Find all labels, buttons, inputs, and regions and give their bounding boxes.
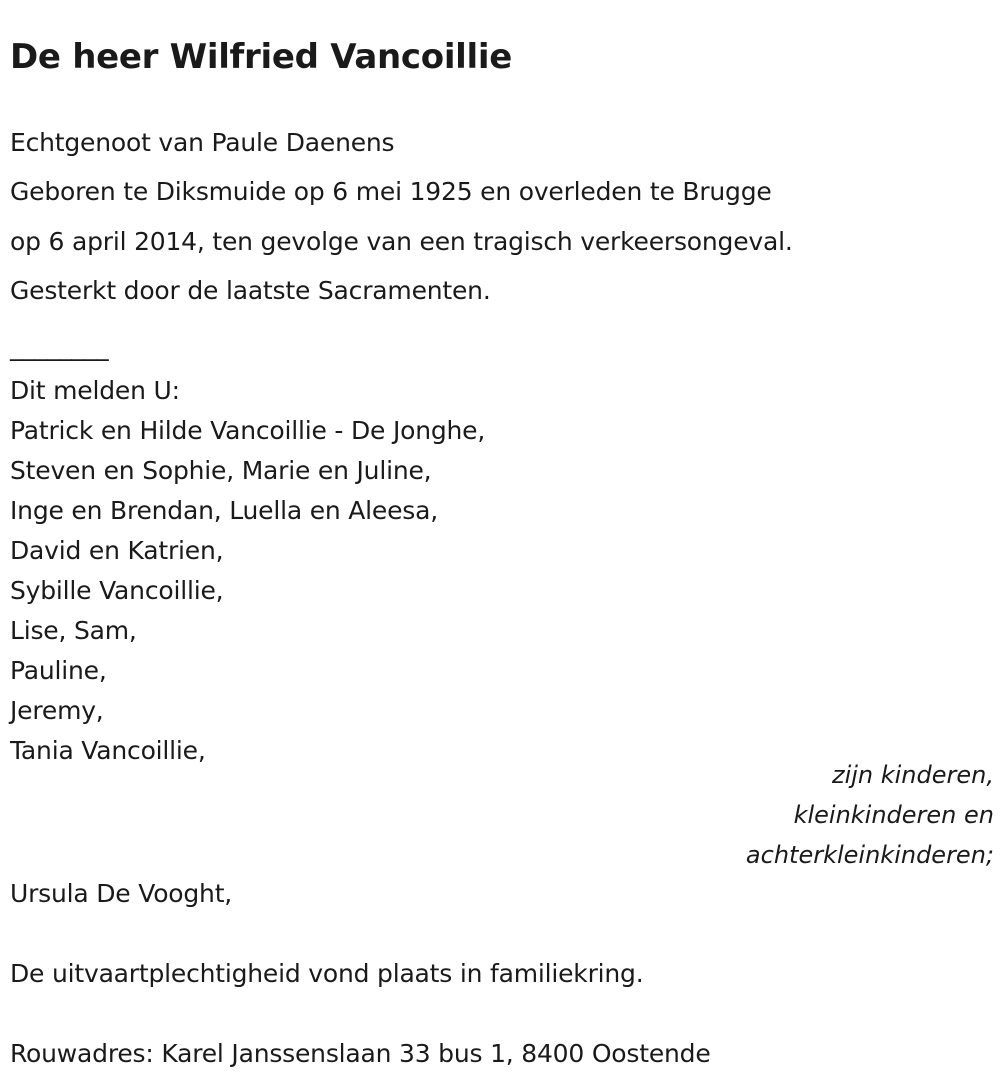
address-line: Rouwadres: Karel Janssenslaan 33 bus 1, 8400 Oostende (10, 1039, 711, 1068)
spouse-line: Echtgenoot van Paule Daenens (10, 128, 395, 157)
sacraments-line: Gesterkt door de laatste Sacramenten. (10, 276, 491, 305)
family-line: Pauline, (10, 656, 107, 685)
birth-death-line-1: Geboren te Diksmuide op 6 mei 1925 en overleden te Brugge (10, 177, 772, 206)
relation-line: zijn kinderen, (831, 761, 994, 789)
family-line: Steven en Sophie, Marie en Juline, (10, 456, 432, 485)
announce-heading: Dit melden U: (10, 376, 180, 405)
family-line: David en Katrien, (10, 536, 224, 565)
separator: ________ (10, 332, 109, 361)
family-line: Jeremy, (10, 696, 104, 725)
birth-death-line-2: op 6 april 2014, ten gevolge van een tragisch verkeersongeval. (10, 227, 793, 256)
relation-line: achterkleinkinderen; (745, 841, 994, 869)
family-line: Inge en Brendan, Luella en Aleesa, (10, 496, 438, 525)
family-line: Tania Vancoillie, (10, 736, 206, 765)
family-line: Lise, Sam, (10, 616, 137, 645)
relation-line: kleinkinderen en (793, 801, 994, 829)
family-line: Patrick en Hilde Vancoillie - De Jonghe, (10, 416, 486, 445)
page-title: De heer Wilfried Vancoillie (10, 37, 512, 77)
funeral-line: De uitvaartplechtigheid vond plaats in familiekring. (10, 959, 644, 988)
companion-line: Ursula De Vooght, (10, 879, 233, 908)
family-line: Sybille Vancoillie, (10, 576, 224, 605)
